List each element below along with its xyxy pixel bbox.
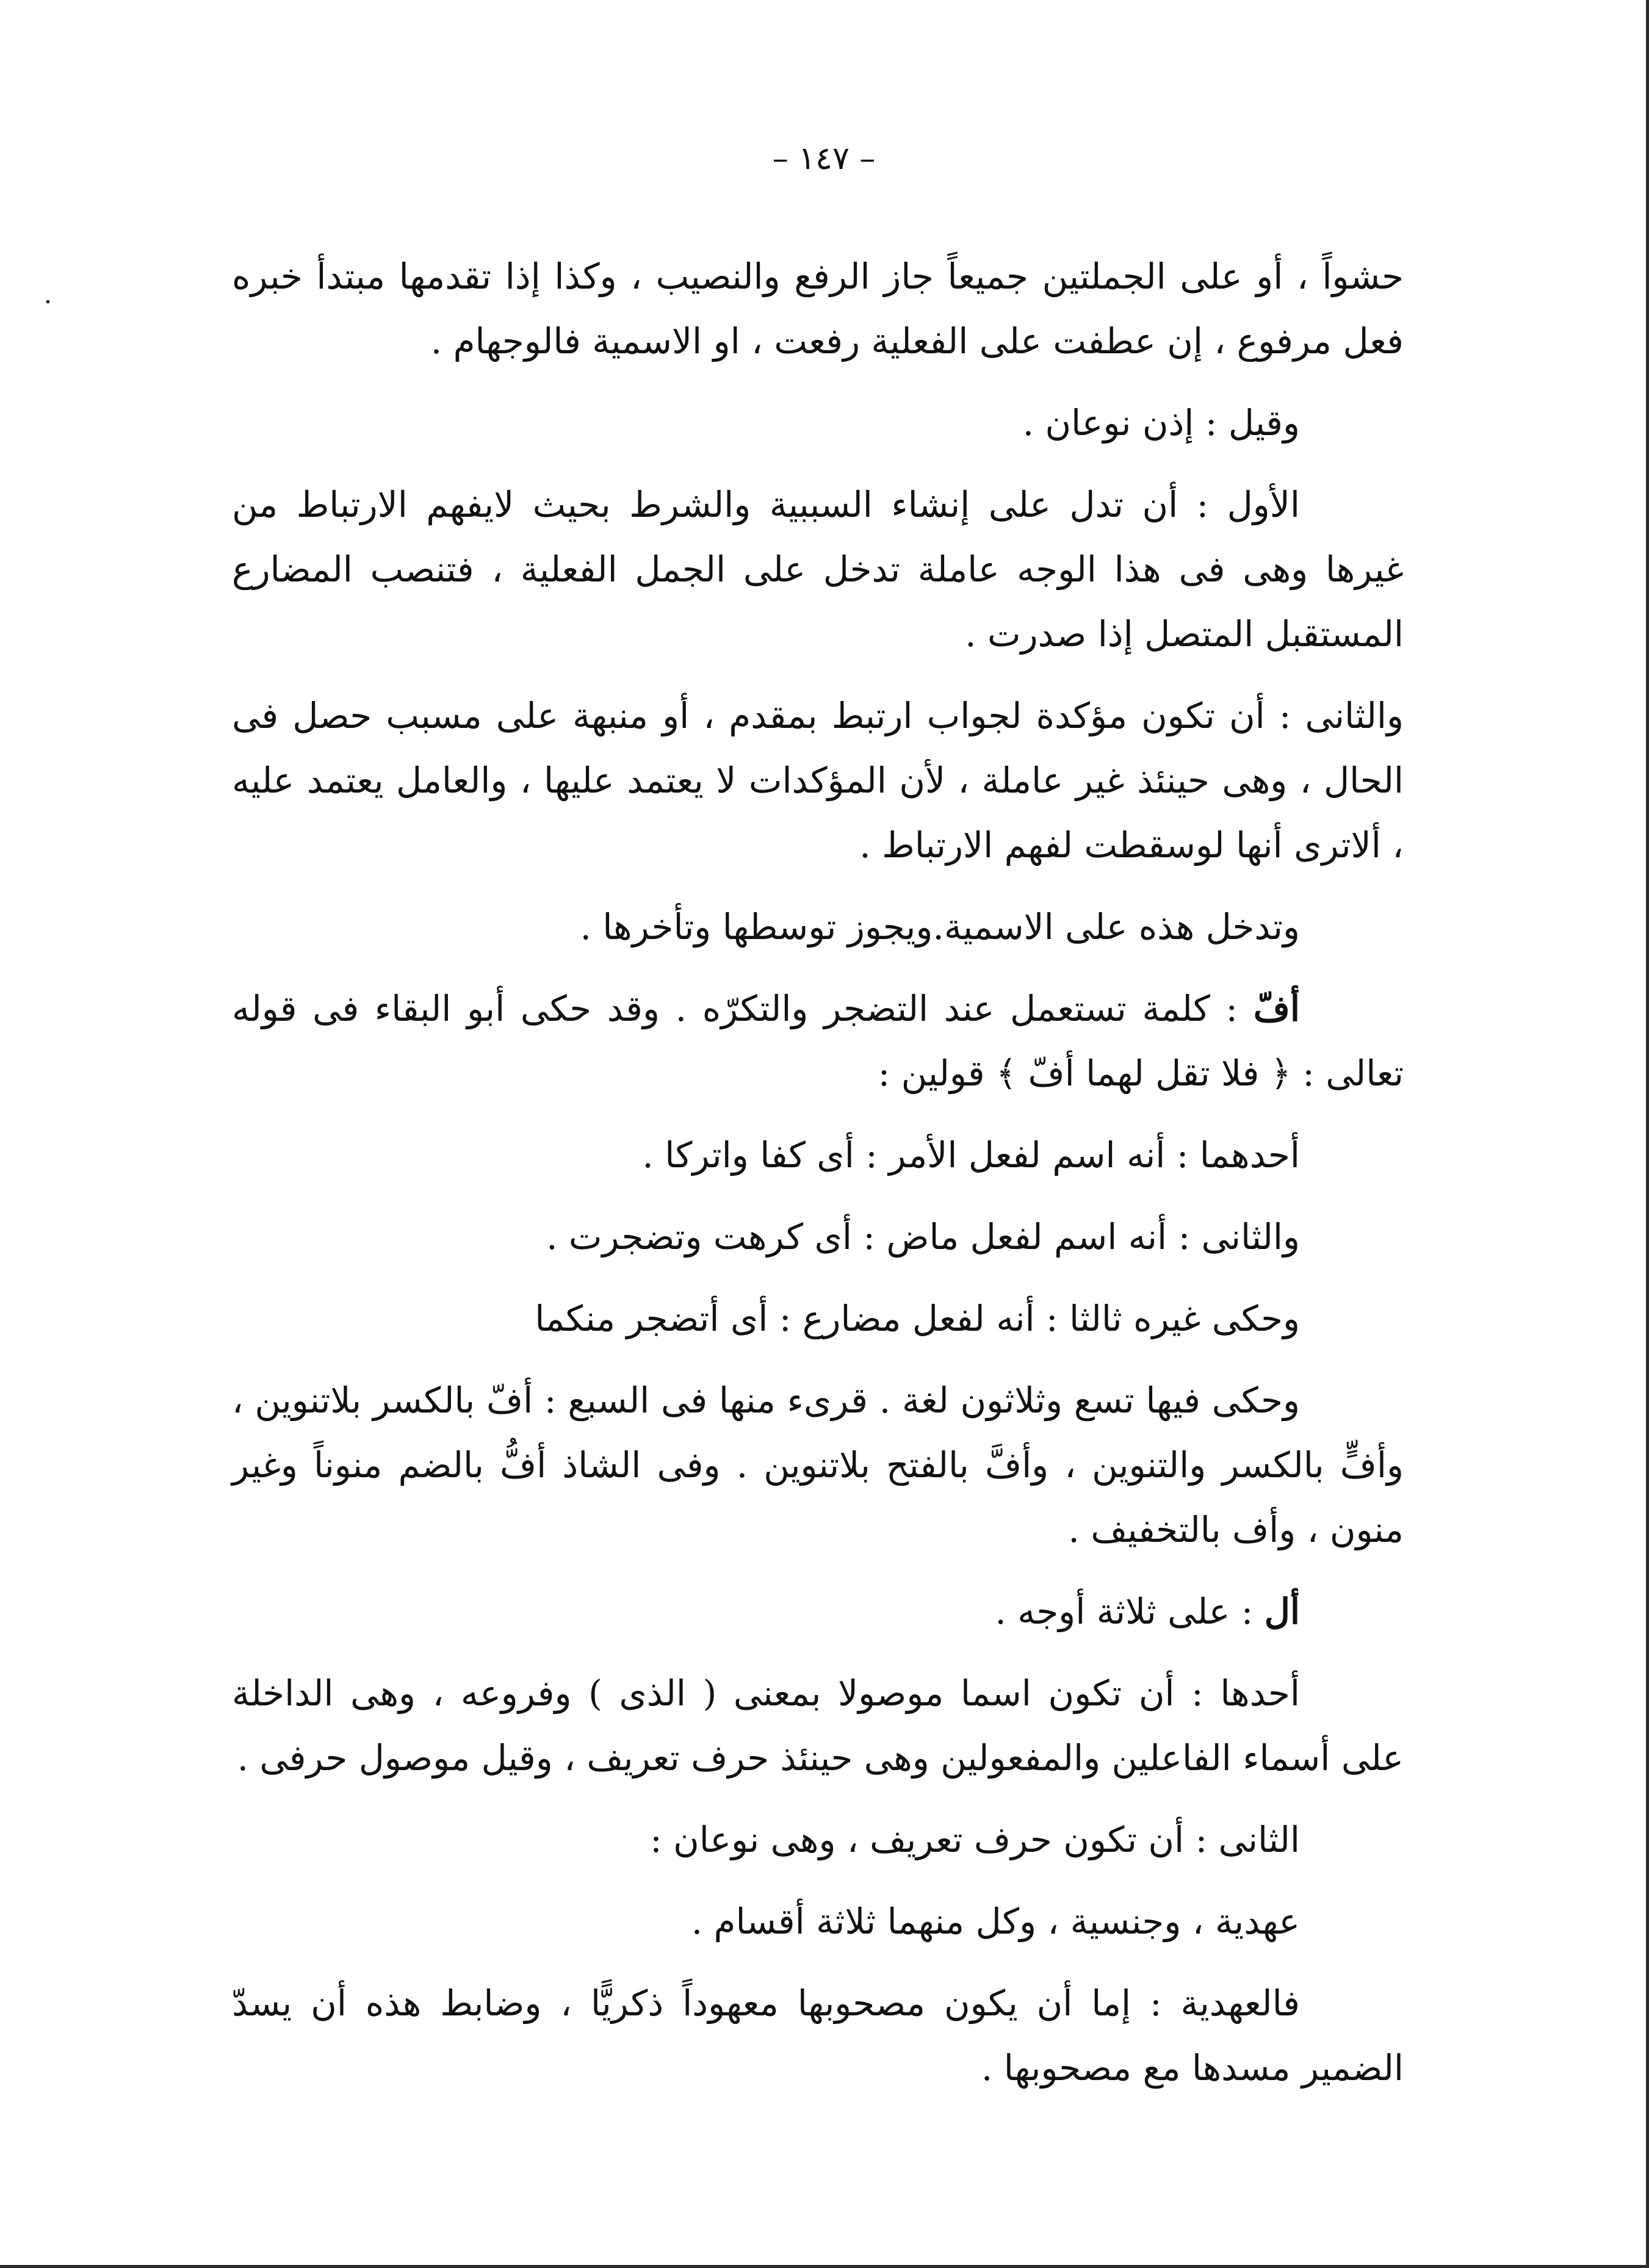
paragraph xyxy=(232,1661,1404,1790)
paragraph xyxy=(232,1807,1404,1872)
paragraph xyxy=(232,391,1404,455)
paragraph xyxy=(232,1123,1404,1187)
paragraph-text: وتدخل هذه على الاسمية.ويجوز توسطها وتأخرها . xyxy=(580,906,1300,948)
paragraph xyxy=(232,1368,1404,1562)
paragraph-text: الثانى : أن تكون حرف تعريف ، وهى نوعان : xyxy=(650,1819,1300,1860)
paragraph xyxy=(232,1204,1404,1269)
paragraph-text: : كلمة تستعمل عند التضجر والتكرّه . وقد حكى أبو البقاء فى قوله تعالى : ﴿ فلا تقل لهما أفّ ﴾ قولين : xyxy=(232,988,1404,1094)
paragraph-text: فالعهدية : إما أن يكون مصحوبها معهوداً ذكريًّا ، وضابط هذه أن يسدّ الضمير مسدها مع مصحوبها . xyxy=(232,1982,1404,2089)
entry-headword: أل xyxy=(1264,1591,1300,1632)
paragraph-text: وحكى غيره ثالثا : أنه لفعل مضارع : أى أتضجر منكما xyxy=(535,1298,1300,1339)
paragraph-text: وقيل : إذن نوعان . xyxy=(1022,402,1300,444)
entry-headword: أفّ xyxy=(1253,988,1300,1029)
paragraph-text: الأول : أن تدل على إنشاء السببية والشرط بحيث لايفهم الارتباط من غيرها وهى فى هذا الوجه عاملة تدخل على الجمل الفعلية ، فتنصب المضارع المستقبل المتصل إذا صدرت . xyxy=(232,484,1404,655)
paragraph-text: أحدهما : أنه اسم لفعل الأمر : أى كفا واتركا . xyxy=(642,1134,1300,1176)
paragraph-entry-al xyxy=(232,1579,1404,1644)
paragraph-text: : على ثلاثة أوجه . xyxy=(995,1591,1265,1632)
paragraph xyxy=(232,1971,1404,2100)
page-number: – ١٤٧ – xyxy=(772,140,876,177)
paragraph xyxy=(232,472,1404,666)
body-text xyxy=(232,244,1404,2117)
paragraph-text: وحكى فيها تسع وثلاثون لغة . قرىء منها فى السبع : أفّ بالكسر بلاتنوين ، وأفٍّ بالكسر والتنوين ، وأفَّ بالفتح بلاتنوين . وفى الشاذ أفُّ بالضم منوناً وغير منون ، وأف بالتخفيف . xyxy=(232,1380,1404,1550)
paragraph-text: والثانى : أن تكون مؤكدة لجواب ارتبط بمقدم ، أو منبهة على مسبب حصل فى الحال ، وهى حينئذ غير عاملة ، لأن المؤكدات لا يعتمد عليها ، والعامل يعتمد عليه ، ألاترى أنها لوسقطت لفهم الارتباط . xyxy=(232,695,1404,866)
paragraph xyxy=(232,683,1404,877)
paragraph xyxy=(232,1889,1404,1954)
scan-speck xyxy=(46,300,49,303)
paragraph xyxy=(232,895,1404,959)
paragraph xyxy=(232,1286,1404,1351)
paragraph-text: والثانى : أنه اسم لفعل ماض : أى كرهت وتضجرت . xyxy=(546,1216,1300,1258)
paragraph-text: حشواً ، أو على الجملتين جميعاً جاز الرفع والنصيب ، وكذا إذا تقدمها مبتدأ خبره فعل مرفوع ، إن عطفت على الفعلية رفعت ، او الاسمية فالوجهام . xyxy=(232,256,1404,362)
paragraph-entry-uff xyxy=(232,976,1404,1106)
paragraph-text: عهدية ، وجنسية ، وكل منهما ثلاثة أقسام . xyxy=(691,1901,1300,1942)
paragraph-text: أحدها : أن تكون اسما موصولا بمعنى ( الذى ) وفروعه ، وهى الداخلة على أسماء الفاعلين والمفعولين وهى حينئذ حرف تعريف ، وقيل موصول حرفى . xyxy=(232,1672,1404,1779)
paragraph xyxy=(232,244,1404,373)
